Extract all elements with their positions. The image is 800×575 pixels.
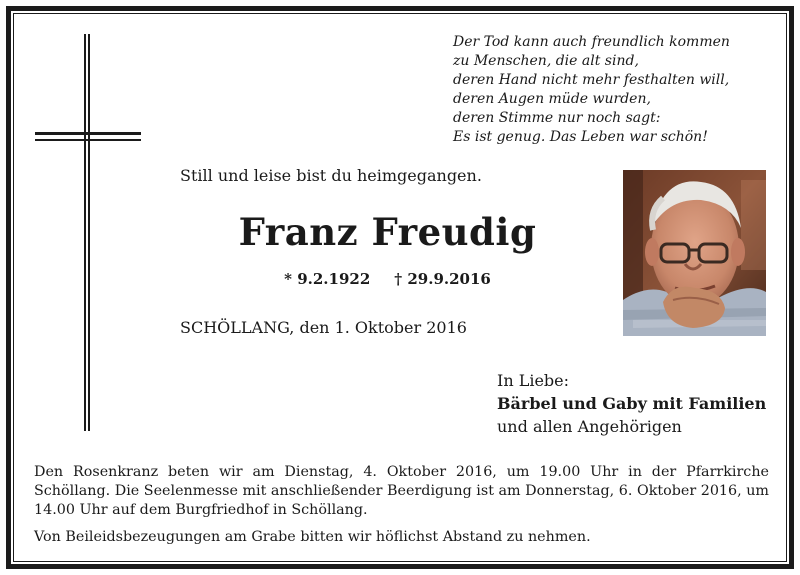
poem-line: zu Menschen, die alt sind, (453, 53, 639, 69)
poem-line: deren Hand nicht mehr festhalten will, (453, 72, 730, 88)
signature-intro: In Liebe: (497, 371, 570, 390)
signature-relatives: und allen Angehörigen (497, 417, 682, 436)
signature-family: Bärbel und Gaby mit Familien (497, 394, 767, 413)
death-date: † 29.9.2016 (394, 270, 491, 288)
condolences-paragraph: Von Beileidsbezeugungen am Grabe bitten wir höflichst Abstand zu nehmen. (34, 529, 591, 545)
birth-date: * 9.2.1922 (284, 270, 371, 288)
poem-line: deren Stimme nur noch sagt: (453, 110, 661, 126)
services-paragraph: Den Rosenkranz beten wir am Dienstag, 4. Oktober 2016, um 19.00 Uhr in der Pfarrkirche Schöllang. Die Seelenmesse mit anschließender Beerdigung ist am Donnerstag, 6. Oktober 2016, um 14.00 Uhr auf dem Burgfriedhof in Schöllang. (34, 464, 769, 518)
deceased-name: Franz Freudig (238, 210, 537, 254)
life-dates (180, 270, 595, 288)
poem-line: Der Tod kann auch freundlich kommen (453, 34, 730, 50)
cross-icon-vertical (84, 34, 90, 431)
notice-text (34, 463, 769, 547)
place-and-date: SCHÖLLANG, den 1. Oktober 2016 (180, 318, 467, 337)
subtitle: Still und leise bist du heimgegangen. (180, 166, 482, 185)
poem-line: deren Augen müde wurden, (453, 91, 651, 107)
cross-icon-horizontal (35, 132, 141, 141)
signature-block (497, 369, 766, 438)
poem (453, 33, 783, 147)
poem-line: Es ist genug. Das Leben war schön! (453, 129, 708, 145)
portrait-photo (623, 170, 766, 336)
